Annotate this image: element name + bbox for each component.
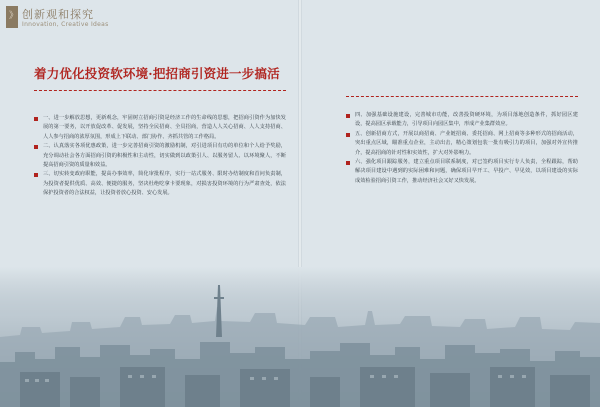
right-column [346,111,578,186]
section-logo [6,6,18,28]
left-column [34,114,286,199]
bullet-marker [346,161,350,165]
chevron-right-icon: 》 [9,11,19,21]
paragraph: 一、进一步解放思想，更新观念，牢固树立招商引资是经济工作的生命线的思想，把招商引资作为加快发展的第一要务，以开放促改革、促发展，坚持全民招商、全员招商，营造人人关心招商、人人支持招商、人人参与招商的浓厚氛围，形成上下联动、部门协作、齐抓共管的工作格局。 [34,114,286,142]
paragraph: 三、切实转变政府职能，提高办事效率，简化审批程序，实行一站式服务、限时办结制度和首问负责制，为投资者提供优质、高效、便捷的服务，坚决杜绝吃拿卡要现象，对损害投资环境的行为严肃查处，依法保护投资者的合法权益，让投资者放心投资、安心发展。 [34,170,286,198]
bullet-marker [346,114,350,118]
section-subtitle: Innovation, Creative Ideas [22,21,109,28]
section-title: 创新观和探究 [22,8,94,21]
bullet-marker [346,133,350,137]
cityscape-photo [0,267,600,407]
paragraph: 四、加强基础设施建设，完善城市功能，改善投资硬环境，为项目落地创造条件，抓好园区建设，提高园区承载能力，引导项目向园区集中，形成产业集群效应。 [346,111,578,130]
paragraph: 二、认真落实各项优惠政策，进一步完善招商引资的激励机制，对引进项目有功的单位和个人给予奖励，充分调动社会各方面招商引资的积极性和主动性，切实做到以政策引人、以服务留人、以环境聚人，不断提高招商引资的质量和效益。 [34,142,286,170]
paragraph: 五、创新招商方式，开展以商招商、产业链招商、委托招商、网上招商等多种形式的招商活动，突出重点区域，瞄准重点企业，主动出击，精心策划包装一批有吸引力的项目，加强对外宣传推介，提高招商的针对性和实效性，扩大对外影响力。 [346,130,578,158]
article-headline: 着力优化投资软环境·把招商引资进一步搞活 [34,66,280,81]
paragraph: 六、强化项目跟踪服务，建立重点项目联系制度，对已签约项目实行专人负责，全程跟踪，帮助解决项目建设中遇到的实际困难和问题，确保项目早开工、早投产、早见效，以项目建设的实际成效检验招商引资工作，推动经济社会又好又快发展。 [346,158,578,186]
divider-left [34,90,286,91]
bullet-marker [34,173,38,177]
bullet-marker [34,117,38,121]
divider-right [346,96,578,97]
bullet-marker [34,145,38,149]
